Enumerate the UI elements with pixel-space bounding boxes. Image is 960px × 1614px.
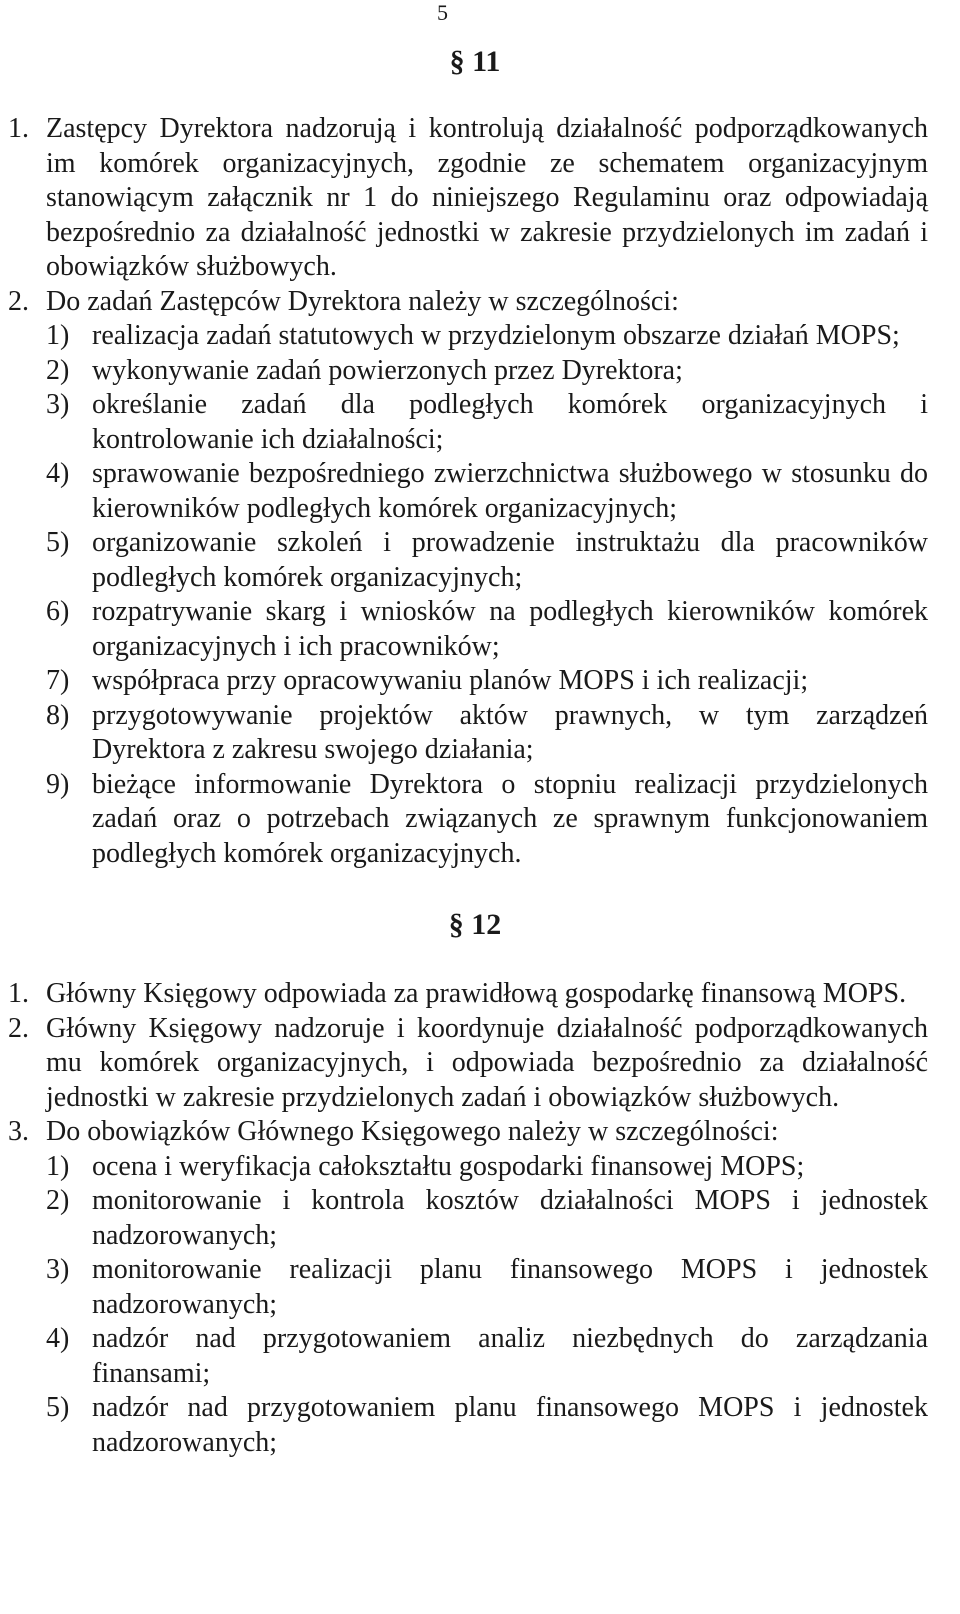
paragraph-text: Główny Księgowy odpowiada za prawidłową gospodarkę finansową MOPS.	[46, 978, 907, 1009]
list-item-text: określanie zadań dla podległych komórek organizacyjnych i kontrolowanie ich działalności;	[92, 389, 928, 455]
paragraph-number: 1.	[8, 978, 29, 1009]
section-11-paragraph-2	[8, 285, 928, 320]
section-heading-12: § 12	[448, 908, 502, 941]
list-item-number: 2)	[46, 354, 70, 386]
list-item	[8, 1253, 928, 1322]
list-item-number: 4)	[46, 1323, 70, 1354]
paragraph-number: 2.	[8, 1012, 29, 1044]
list-item-text: organizowanie szkoleń i prowadzenie instruktażu dla pracowników podległych komórek organizacyjnych;	[92, 527, 928, 593]
paragraph-number: 2.	[8, 285, 29, 317]
list-item-text: przygotowywanie projektów aktów prawnych, w tym zarządzeń Dyrektora z zakresu swojego działania;	[92, 699, 928, 765]
list-item-number: 2)	[46, 1185, 70, 1216]
list-item-text: rozpatrywanie skarg i wniosków na podległych kierowników komórek organizacyjnych i ich pracowników;	[92, 596, 928, 662]
list-item	[8, 768, 928, 872]
list-item	[8, 1150, 928, 1185]
section-12-paragraph-2	[8, 1012, 928, 1116]
list-item-text: monitorowanie realizacji planu finansowego MOPS i jednostek nadzorowanych;	[92, 1254, 928, 1320]
list-item-text: nadzór nad przygotowaniem planu finansowego MOPS i jednostek nadzorowanych;	[92, 1392, 928, 1458]
list-item-number: 1)	[46, 320, 70, 351]
list-item-text: nadzór nad przygotowaniem analiz niezbędnych do zarządzania finansami;	[92, 1323, 928, 1389]
list-item-number: 1)	[46, 1150, 70, 1182]
list-item-text: ocena i weryfikacja całokształtu gospodarki finansowej MOPS;	[92, 1150, 805, 1182]
list-item-number: 4)	[46, 458, 70, 489]
list-item	[8, 1184, 928, 1253]
list-item	[8, 664, 928, 699]
list-item-number: 3)	[46, 1254, 70, 1285]
list-item-text: sprawowanie bezpośredniego zwierzchnictwa służbowego w stosunku do kierowników podległych komórek organizacyjnych;	[92, 458, 928, 524]
paragraph-text: Do zadań Zastępców Dyrektora należy w szczególności:	[46, 285, 679, 317]
list-item-number: 5)	[46, 527, 70, 558]
paragraph-text: Główny Księgowy nadzoruje i koordynuje działalność podporządkowanych mu komórek organizacyjnych, i odpowiada bezpośrednio za działalność jednostki w zakresie przydzielonych zadań i obowiązków służbowych.	[46, 1012, 928, 1113]
page-number: 5	[437, 0, 448, 25]
list-item	[8, 595, 928, 664]
paragraph-text: Zastępcy Dyrektora nadzorują i kontrolują działalność podporządkowanych im komórek organizacyjnych, zgodnie ze schematem organizacyjnym stanowiącym załącznik nr 1 do niniejszego Regulaminu oraz odpowiadają bezpośrednio za działalność jednostki w zakresie przydzielonych im zadań i obowiązków służbowych.	[46, 113, 928, 282]
list-item-text: realizacja zadań statutowych w przydzielonym obszarze działań MOPS;	[92, 320, 900, 351]
document-body	[8, 44, 928, 1460]
section-11-paragraph-1	[8, 112, 928, 285]
list-item	[8, 1391, 928, 1460]
list-item-number: 5)	[46, 1392, 70, 1423]
list-item	[8, 388, 928, 457]
list-item-text: bieżące informowanie Dyrektora o stopniu realizacji przydzielonych zadań oraz o potrzebach związanych ze sprawnym funkcjonowaniem podległych komórek organizacyjnych.	[92, 768, 928, 869]
list-item	[8, 526, 928, 595]
list-item	[8, 319, 928, 354]
list-item	[8, 1322, 928, 1391]
paragraph-number: 1.	[8, 113, 29, 144]
section-12-paragraph-1	[8, 977, 928, 1012]
list-item	[8, 699, 928, 768]
list-item-text: monitorowanie i kontrola kosztów działalności MOPS i jednostek nadzorowanych;	[92, 1185, 928, 1251]
list-item-text: współpraca przy opracowywaniu planów MOPS i ich realizacji;	[92, 665, 809, 696]
list-item-text: wykonywanie zadań powierzonych przez Dyrektora;	[92, 354, 683, 386]
paragraph-text: Do obowiązków Głównego Księgowego należy w szczególności:	[46, 1116, 779, 1147]
list-item	[8, 457, 928, 526]
list-item-number: 9)	[46, 768, 70, 800]
list-item-number: 8)	[46, 699, 70, 731]
list-item-number: 6)	[46, 596, 70, 627]
paragraph-number: 3.	[8, 1116, 29, 1147]
section-12-paragraph-3	[8, 1115, 928, 1150]
list-item-number: 7)	[46, 665, 70, 696]
list-item	[8, 354, 928, 389]
section-heading-11: § 11	[449, 45, 501, 78]
list-item-number: 3)	[46, 389, 70, 420]
